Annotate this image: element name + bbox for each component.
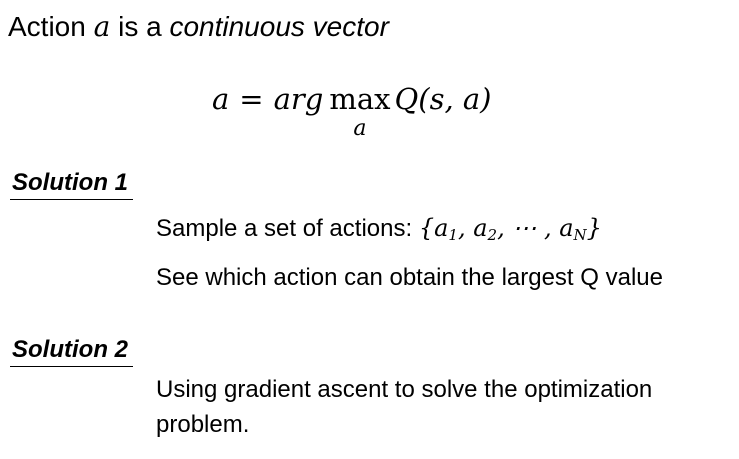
a1-base: a — [434, 214, 449, 242]
solution1-line2: See which action can obtain the largest Q value — [156, 264, 663, 291]
title-prefix: Action — [8, 11, 94, 42]
title-variable: a — [93, 10, 111, 43]
set-open: { — [418, 214, 435, 242]
ellipsis: , ⋯ , — [497, 214, 560, 242]
formula-max — [329, 80, 391, 141]
solution1-heading: Solution 1 — [12, 169, 128, 196]
title-middle: is a — [110, 11, 170, 42]
solution1-line1 — [156, 212, 602, 251]
aN-sub: N — [573, 226, 587, 244]
formula-lhs: a — [212, 82, 230, 116]
a1-sub: 1 — [448, 226, 458, 244]
solution2-heading: Solution 2 — [12, 336, 128, 363]
formula-max-subscript: a — [353, 116, 367, 141]
solution2-underline — [10, 366, 133, 367]
title-emphasis: continuous vector — [169, 11, 389, 42]
set-close: } — [586, 214, 602, 242]
formula-equals: = — [239, 82, 264, 116]
a2-base: a — [473, 214, 488, 242]
solution2-line2: problem. — [156, 411, 250, 438]
sep-1: , — [457, 214, 474, 242]
solution2-line1: Using gradient ascent to solve the optimization — [156, 376, 653, 403]
aN-base: a — [559, 214, 574, 242]
argmax-formula — [212, 80, 492, 141]
a2-sub: 2 — [487, 226, 498, 244]
formula-function: Q(s, a) — [394, 82, 492, 116]
formula-arg: arg — [273, 82, 324, 116]
formula-max-label: max — [329, 82, 391, 116]
solution1-line1-text: Sample a set of actions: — [156, 215, 419, 242]
slide-title — [8, 8, 389, 46]
solution1-underline — [10, 199, 133, 200]
